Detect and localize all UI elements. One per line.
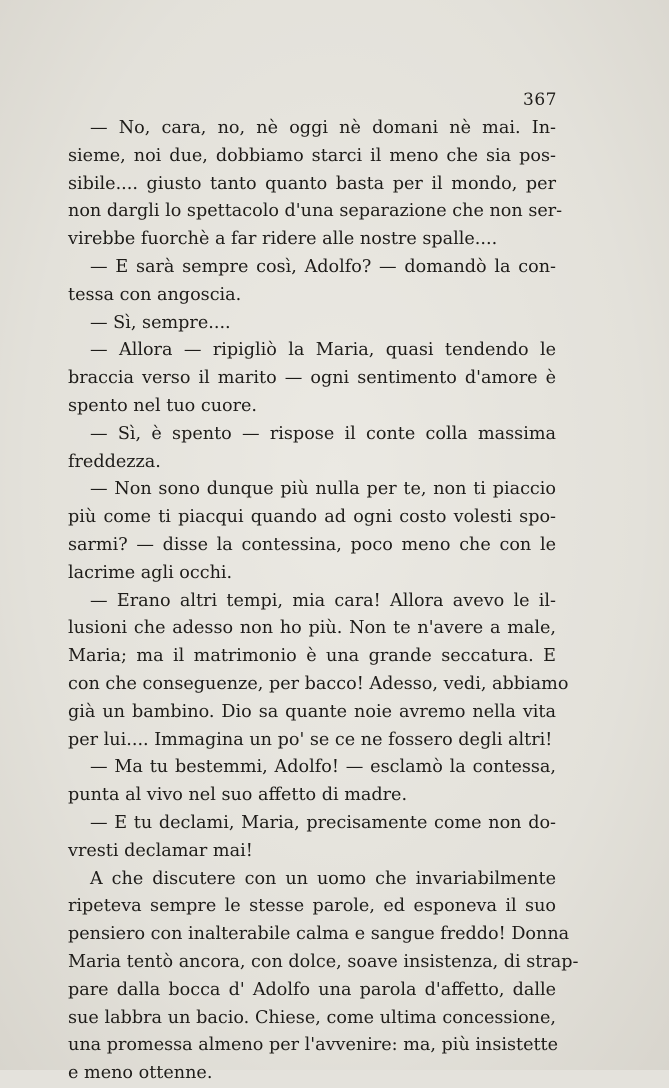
paragraph — [68, 810, 556, 866]
paragraph — [68, 421, 556, 477]
text-line: non dargli lo spettacolo d'una separazione che non ser- — [68, 201, 563, 222]
text-line: — Sì, sempre.... — [90, 312, 231, 333]
text-line: Maria tentò ancora, con dolce, soave insistenza, di strap- — [68, 951, 579, 972]
text-line: — E tu declami, Maria, precisamente come non do- — [90, 812, 556, 833]
text-line: — Non sono dunque più nulla per te, non ti piaccio — [90, 479, 556, 500]
paragraph — [68, 115, 563, 254]
paragraph — [68, 866, 579, 1088]
text-line: più come ti piacqui quando ad ogni costo volesti spo- — [68, 507, 556, 528]
text-line: Maria; ma il matrimonio è una grande seccatura. E — [68, 646, 556, 667]
text-line: lusioni che adesso non ho più. Non te n'avere a male, — [68, 618, 556, 639]
text-line: già un bambino. Dio sa quante noie avremo nella vita — [68, 701, 556, 722]
paragraph — [68, 337, 556, 420]
text-line: lacrime agli occhi. — [68, 562, 233, 583]
body-text — [68, 115, 579, 1088]
text-line: e meno ottenne. — [68, 1063, 213, 1084]
text-line: pare dalla bocca d' Adolfo una parola d'affetto, dalle — [68, 979, 556, 1000]
text-line: ripeteva sempre le stesse parole, ed esponeva il suo — [68, 896, 556, 917]
text-line: — No, cara, no, nè oggi nè domani nè mai. In- — [90, 118, 556, 138]
text-line: — Sì, è spento — rispose il conte colla massima — [90, 423, 556, 444]
page-number: 367 — [523, 90, 557, 110]
text-line: spento nel tuo cuore. — [68, 395, 258, 416]
text-line: — Erano altri tempi, mia cara! Allora avevo le il- — [90, 590, 556, 611]
text-line: con che conseguenze, per bacco! Adesso, vedi, abbiamo — [68, 673, 569, 694]
text-line: A che discutere con un uomo che invariabilmente — [90, 868, 556, 889]
paragraph — [68, 588, 569, 755]
paragraph — [68, 754, 556, 810]
text-line: sarmi? — disse la contessina, poco meno che con le — [68, 534, 556, 555]
text-line: vresti declamar mai! — [68, 840, 253, 861]
text-line: braccia verso il marito — ogni sentimento d'amore è — [68, 368, 556, 389]
text-line: virebbe fuorchè a far ridere alle nostre spalle.... — [68, 229, 498, 250]
text-line: pensiero con inalterabile calma e sangue freddo! Donna — [68, 924, 570, 945]
text-line: per lui.... Immagina un po' se ce ne fossero degli altri! — [68, 729, 553, 750]
text-line: punta al vivo nel suo affetto di madre. — [68, 785, 408, 806]
text-line: — Ma tu bestemmi, Adolfo! — esclamò la contessa, — [90, 757, 556, 778]
text-line: — Allora — ripigliò la Maria, quasi tendendo le — [90, 340, 556, 361]
text-line: una promessa almeno per l'avvenire: ma, più insistette — [68, 1035, 559, 1056]
text-line: sieme, noi due, dobbiamo starci il meno che sia pos- — [68, 145, 556, 166]
text-line: tessa con angoscia. — [68, 284, 242, 305]
text-line: sibile.... giusto tanto quanto basta per il mondo, per — [68, 173, 556, 194]
text-line: — E sarà sempre così, Adolfo? — domandò la con- — [90, 256, 556, 277]
paragraph — [68, 476, 556, 587]
text-line: sue labbra un bacio. Chiese, come ultima concessione, — [68, 1007, 556, 1028]
paragraph — [68, 310, 556, 338]
text-line: freddezza. — [68, 451, 161, 472]
paragraph — [68, 254, 556, 310]
